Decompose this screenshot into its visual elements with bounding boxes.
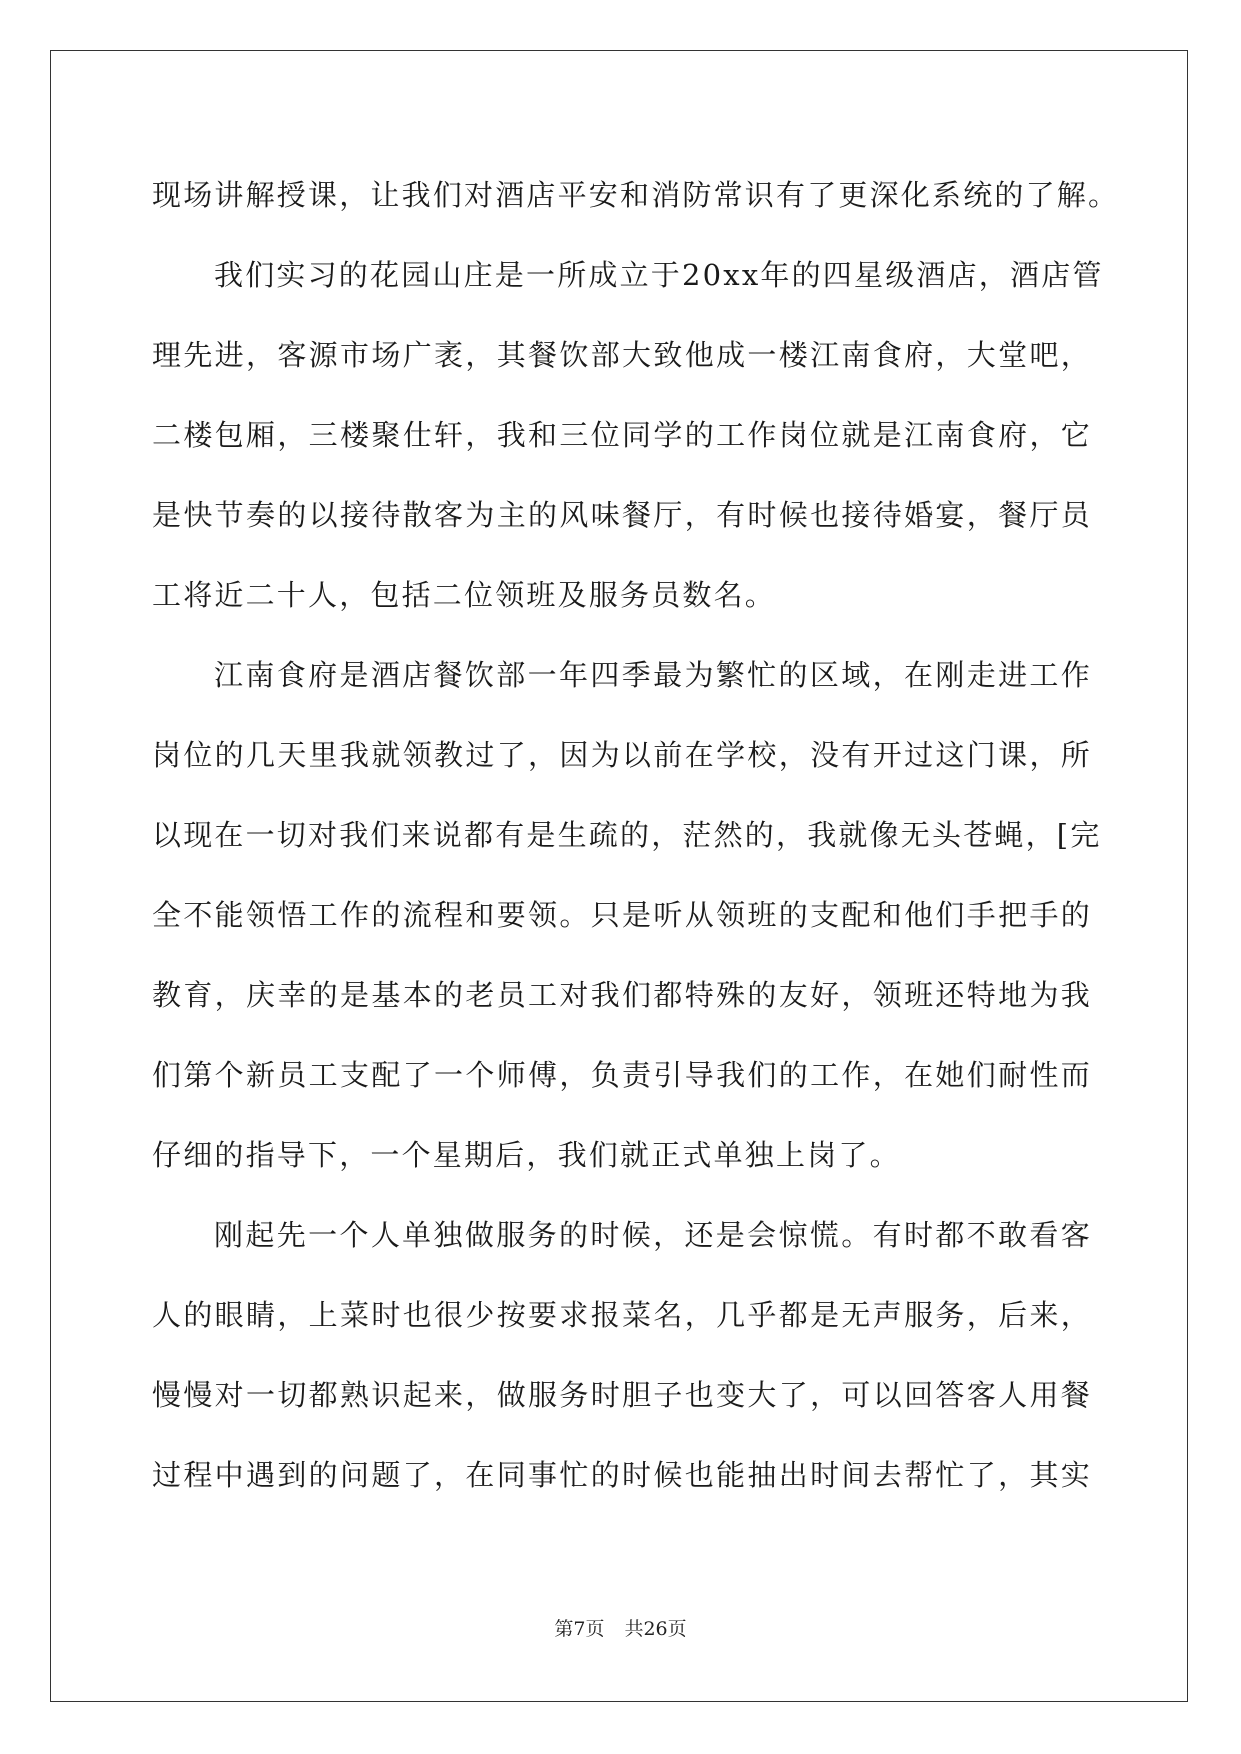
page-number: 第7页: [554, 1618, 605, 1640]
text-line: 二楼包厢，三楼聚仕轩，我和三位同学的工作岗位就是江南食府，它: [152, 418, 1092, 452]
text-line: 刚起先一个人单独做服务的时候，还是会惊慌。有时都不敢看客: [214, 1218, 1092, 1252]
text-line: 以现在一切对我们来说都有是生疏的，茫然的，我就像无头苍蝇，[完: [152, 818, 1102, 852]
text-line: 全不能领悟工作的流程和要领。只是听从领班的支配和他们手把手的: [152, 898, 1092, 932]
page-footer: [0, 1614, 1241, 1641]
text-line: 我们实习的花园山庄是一所成立于20xx年的四星级酒店，酒店管: [214, 258, 1104, 292]
text-line: 现场讲解授课，让我们对酒店平安和消防常识有了更深化系统的了解。: [152, 178, 1120, 212]
text-line: 过程中遇到的问题了，在同事忙的时候也能抽出时间去帮忙了，其实: [152, 1458, 1092, 1492]
text-line: 人的眼睛，上菜时也很少按要求报菜名，几乎都是无声服务，后来，: [152, 1298, 1092, 1332]
text-line: 是快节奏的以接待散客为主的风味餐厅，有时候也接待婚宴，餐厅员: [152, 498, 1092, 532]
text-line: 江南食府是酒店餐饮部一年四季最为繁忙的区域，在刚走进工作: [214, 658, 1092, 692]
text-line: 仔细的指导下，一个星期后，我们就正式单独上岗了。: [152, 1138, 901, 1172]
text-line: 岗位的几天里我就领教过了，因为以前在学校，没有开过这门课，所: [152, 738, 1092, 772]
text-line: 们第个新员工支配了一个师傅，负责引导我们的工作，在她们耐性而: [152, 1058, 1092, 1092]
page-total: 共26页: [624, 1618, 687, 1640]
text-line: 理先进，客源市场广袤，其餐饮部大致他成一楼江南食府，大堂吧，: [152, 338, 1092, 372]
document-body: [152, 155, 1120, 1515]
text-line: 教育，庆幸的是基本的老员工对我们都特殊的友好，领班还特地为我: [152, 978, 1092, 1012]
text-line: 慢慢对一切都熟识起来，做服务时胆子也变大了，可以回答客人用餐: [152, 1378, 1092, 1412]
text-line: 工将近二十人，包括二位领班及服务员数名。: [152, 578, 777, 612]
